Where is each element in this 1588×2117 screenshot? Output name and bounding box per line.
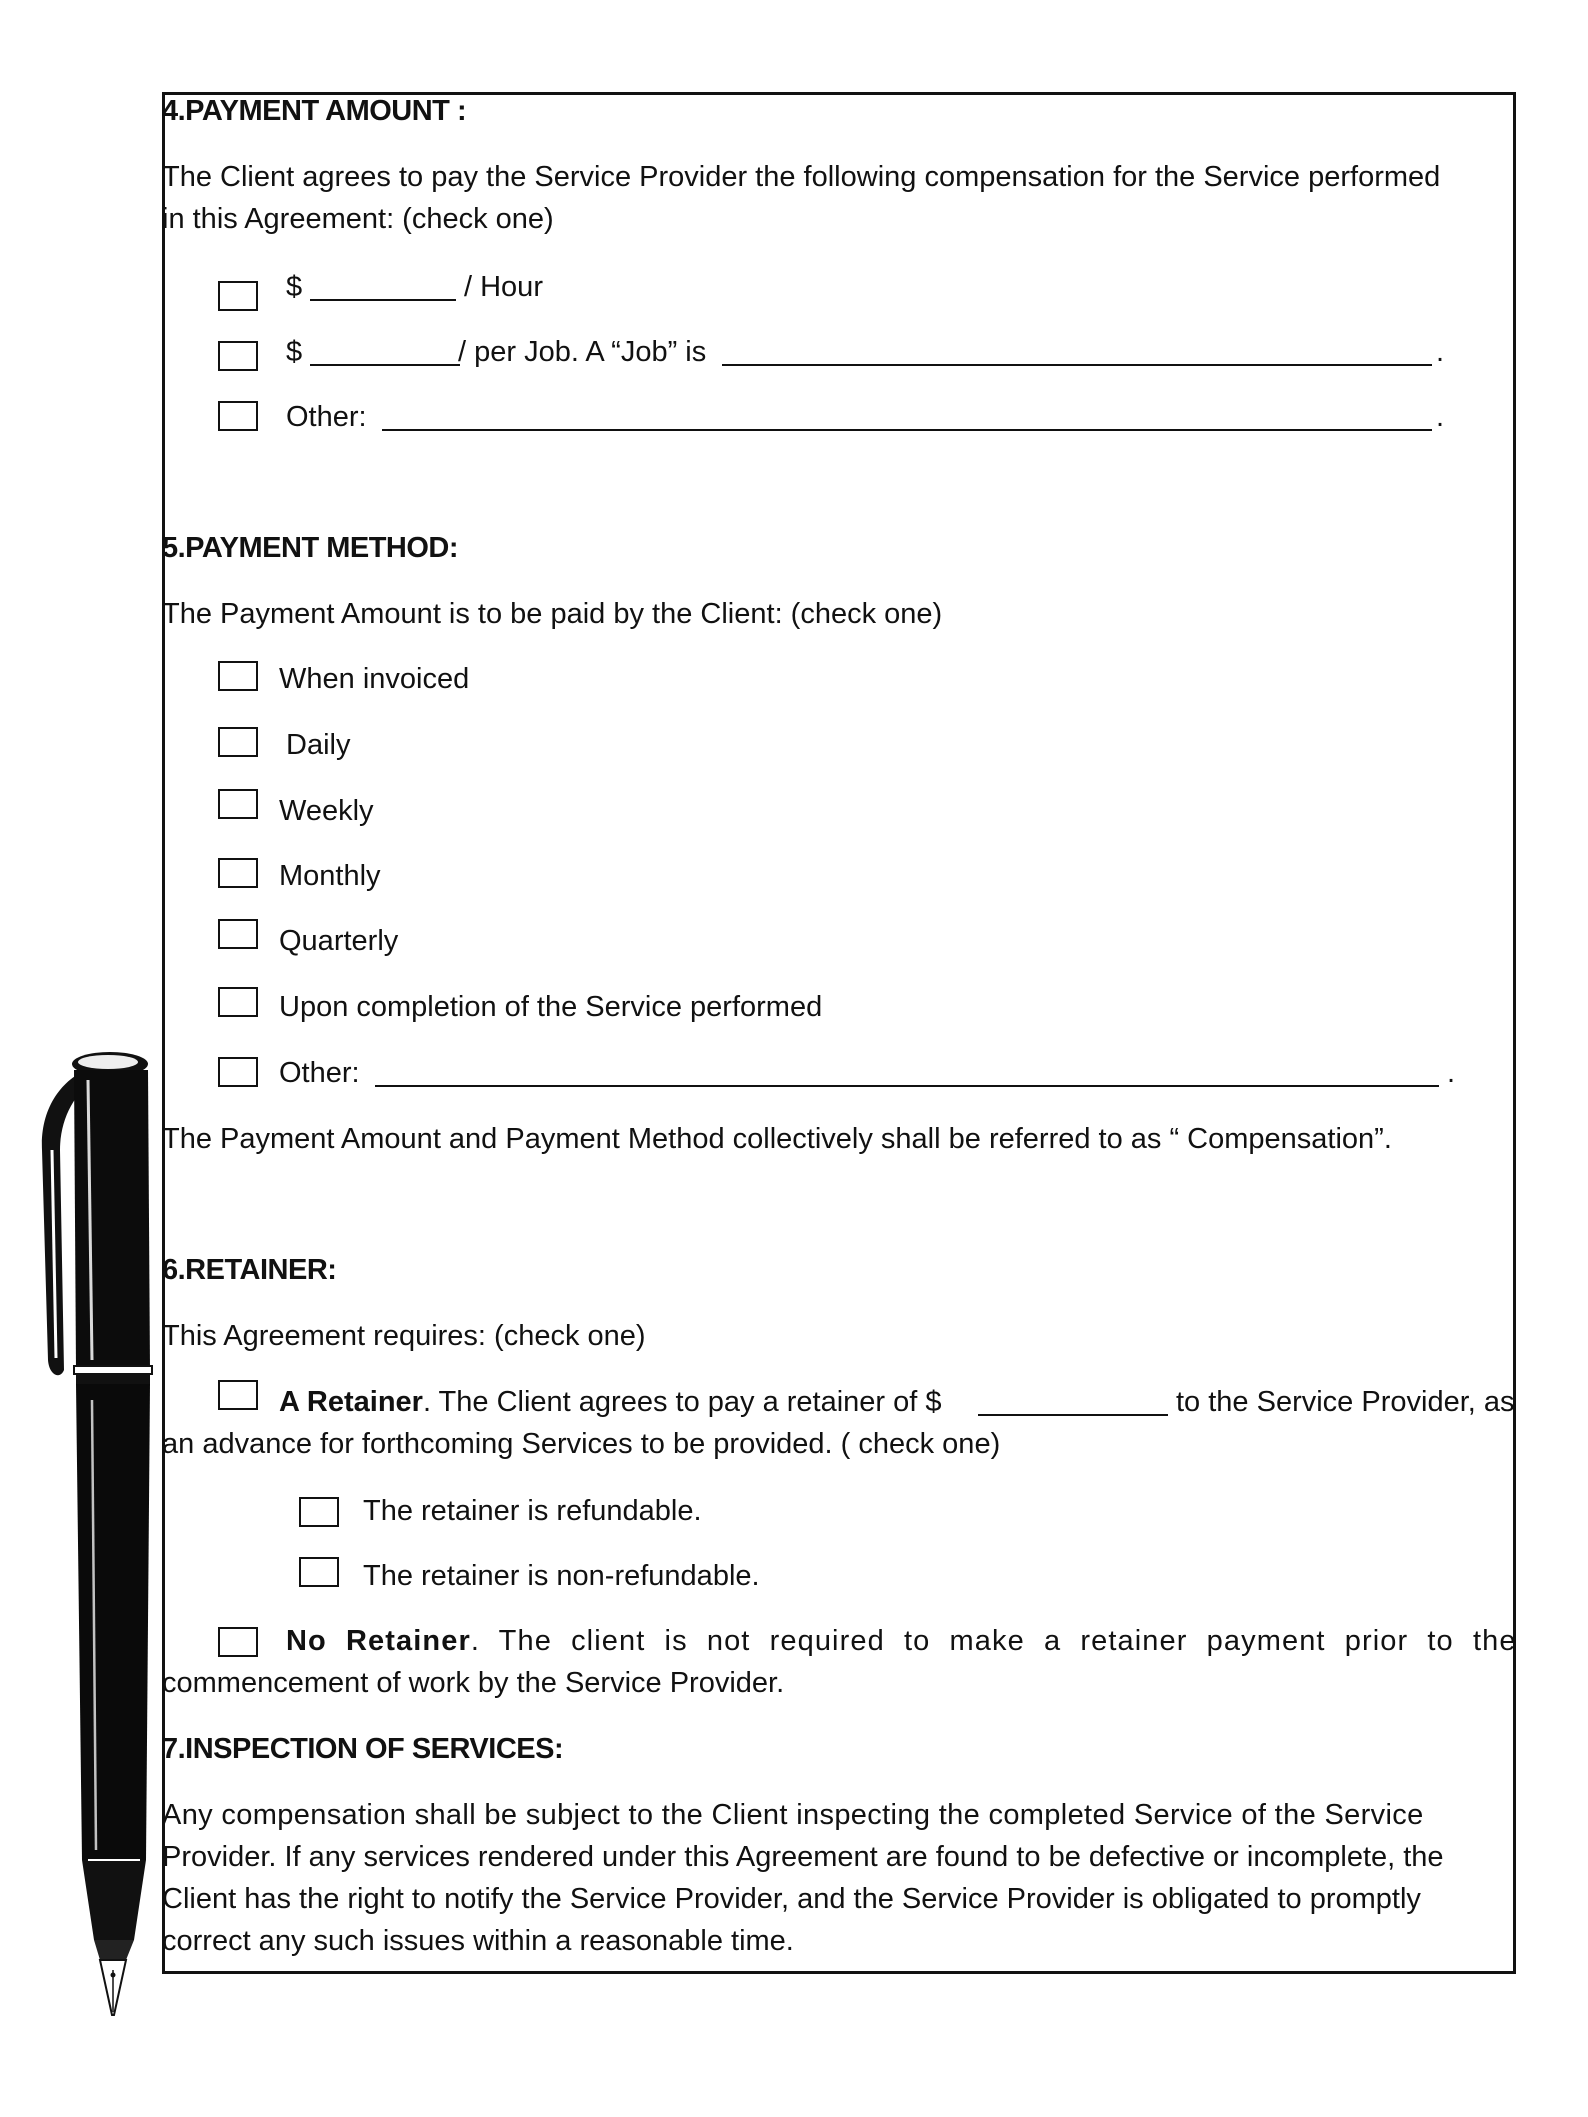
refundable-checkbox[interactable] — [299, 1497, 339, 1527]
job-suffix: / per Job. A “Job” is — [458, 336, 707, 368]
method-option-label: Daily — [286, 729, 351, 761]
payment-amount-intro-line2: in this Agreement: (check one) — [162, 203, 554, 235]
section-7-heading: 7.INSPECTION OF SERVICES: — [162, 1733, 564, 1765]
method-other-period: . — [1447, 1057, 1456, 1089]
method-weekly-checkbox[interactable] — [218, 789, 258, 819]
method-option-label: Weekly — [279, 795, 374, 827]
no-retainer-text: . The client is not required to make a retainer payment prior to the — [470, 1625, 1517, 1657]
hour-checkbox[interactable] — [218, 281, 258, 311]
a-retainer-after: to the Service Provider, as — [1176, 1386, 1515, 1418]
non-refundable-label: The retainer is non-refundable. — [363, 1560, 760, 1592]
a-retainer-line1 — [279, 1381, 942, 1423]
a-retainer-text: . The Client agrees to pay a retainer of $ — [422, 1386, 942, 1418]
section-4-heading: 4.PAYMENT AMOUNT : — [162, 95, 467, 127]
section-5-heading: 5.PAYMENT METHOD: — [162, 532, 459, 564]
retainer-amount-field[interactable] — [978, 1414, 1168, 1416]
job-period: . — [1436, 336, 1445, 368]
fountain-pen-icon — [30, 1040, 160, 2020]
method-daily-checkbox[interactable] — [218, 727, 258, 757]
method-monthly-checkbox[interactable] — [218, 858, 258, 888]
method-quarterly-checkbox[interactable] — [218, 919, 258, 949]
inspection-line: Provider. If any services rendered under this Agreement are found to be defective or incomplete, the — [162, 1841, 1444, 1873]
amount-other-period: . — [1436, 401, 1445, 433]
inspection-line: correct any such issues within a reasonable time. — [162, 1925, 794, 1957]
job-rate-field[interactable] — [310, 364, 460, 366]
job-checkbox[interactable] — [218, 341, 258, 371]
inspection-line: Client has the right to notify the Service Provider, and the Service Provider is obligated to promptly — [162, 1883, 1421, 1915]
amount-other-label: Other: — [286, 401, 367, 433]
payment-method-intro: The Payment Amount is to be paid by the Client: (check one) — [162, 598, 943, 630]
method-invoiced-checkbox[interactable] — [218, 661, 258, 691]
amount-other-field[interactable] — [382, 429, 1432, 431]
method-option-label: Upon completion of the Service performed — [279, 991, 823, 1023]
method-other-field[interactable] — [375, 1085, 1439, 1087]
method-option-label: Quarterly — [279, 925, 399, 957]
refundable-label: The retainer is refundable. — [363, 1495, 702, 1527]
method-option-label: When invoiced — [279, 663, 470, 695]
amount-other-checkbox[interactable] — [218, 401, 258, 431]
retainer-intro: This Agreement requires: (check one) — [162, 1320, 646, 1352]
no-retainer-title: No Retainer — [286, 1625, 471, 1657]
no-retainer-checkbox[interactable] — [218, 1627, 258, 1657]
no-retainer-line1 — [286, 1620, 1517, 1662]
payment-amount-intro-line1: The Client agrees to pay the Service Provider the following compensation for the Service performed — [162, 161, 1441, 193]
method-other-checkbox[interactable] — [218, 1057, 258, 1087]
compensation-definition: The Payment Amount and Payment Method collectively shall be referred to as “ Compensation”. — [162, 1123, 1392, 1155]
a-retainer-checkbox[interactable] — [218, 1380, 258, 1410]
a-retainer-line2: an advance for forthcoming Services to be provided. ( check one) — [162, 1428, 1001, 1460]
job-definition-field[interactable] — [722, 364, 1432, 366]
a-retainer-title: A Retainer — [279, 1386, 423, 1418]
inspection-line: Any compensation shall be subject to the Client inspecting the completed Service of the Service — [162, 1799, 1424, 1831]
method-option-label: Other: — [279, 1057, 360, 1089]
section-6-heading: 6.RETAINER: — [162, 1254, 337, 1286]
hour-suffix: / Hour — [464, 271, 543, 303]
no-retainer-line2: commencement of work by the Service Provider. — [162, 1667, 785, 1699]
hour-prefix: $ — [286, 271, 303, 303]
non-refundable-checkbox[interactable] — [299, 1557, 339, 1587]
method-completion-checkbox[interactable] — [218, 987, 258, 1017]
hour-rate-field[interactable] — [310, 299, 456, 301]
job-prefix: $ — [286, 336, 303, 368]
method-option-label: Monthly — [279, 860, 381, 892]
